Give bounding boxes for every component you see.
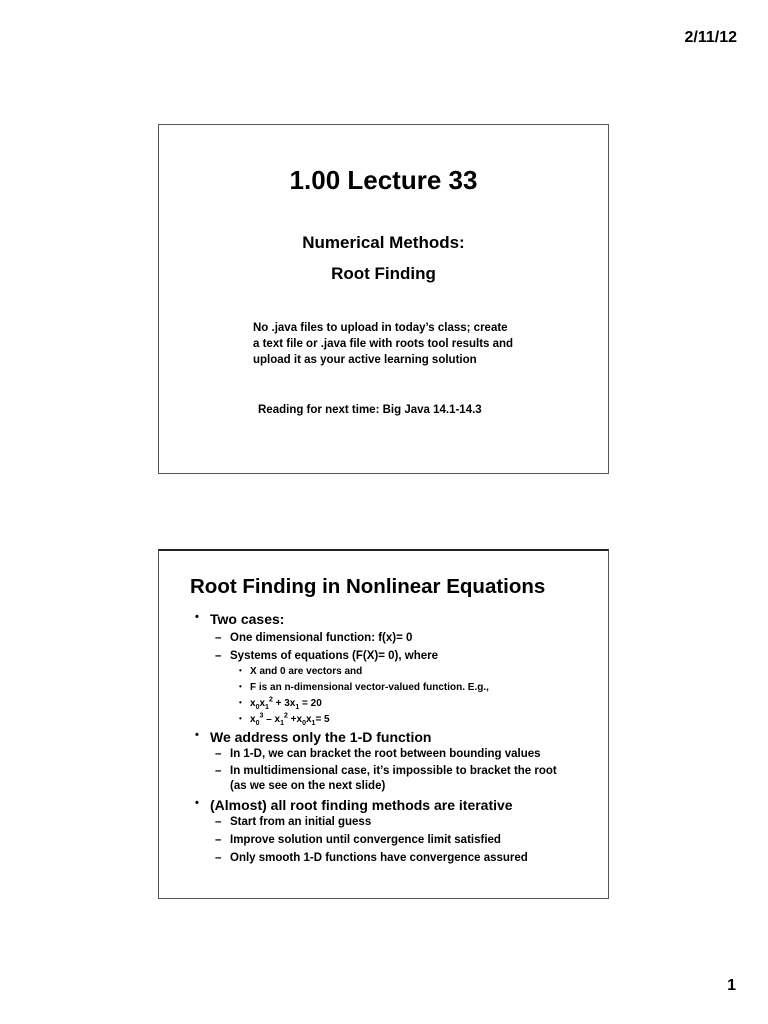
bullet-text: (Almost) all root finding methods are iterative [210, 797, 513, 813]
upload-note-line3: upload it as your active learning solution [253, 354, 477, 366]
upload-note [253, 320, 553, 368]
sub-bullet-text: (as we see on the next slide) [230, 780, 386, 792]
sub-bullet-text: Systems of equations (F(X)= 0), where [230, 650, 439, 662]
sub-bullet-text: In multidimensional case, it’s impossible to bracket the root [230, 765, 557, 777]
sub-bullet-text: In 1-D, we can bracket the root between bounding values [230, 748, 541, 760]
bullet-marker: • [239, 682, 242, 691]
dash-marker: – [215, 816, 222, 828]
bullet-marker: • [239, 666, 242, 675]
upload-note-line1: No .java files to upload in today’s class; create [253, 322, 508, 334]
sub-bullet-text: Only smooth 1-D functions have convergence assured [230, 852, 528, 864]
slide-subtitle-line2: Root Finding [331, 264, 436, 283]
sub-bullet-text: One dimensional function: f(x)= 0 [230, 632, 413, 644]
dash-marker: – [215, 765, 222, 777]
dash-marker: – [215, 748, 222, 760]
page-number: 1 [727, 977, 736, 994]
dash-marker: – [215, 632, 222, 644]
bullet-marker: • [239, 698, 242, 707]
slide-title: Root Finding in Nonlinear Equations [190, 575, 546, 598]
sub-sub-bullet-text: F is an n-dimensional vector-valued function. E.g., [250, 682, 489, 693]
slide-root-finding [158, 549, 609, 899]
sub-bullet-text: Improve solution until convergence limit satisfied [230, 834, 501, 846]
dash-marker: – [215, 852, 222, 864]
equation-1: $x_0x_1^2 + 3x_1 = 20$ [250, 696, 322, 711]
dash-marker: – [215, 650, 222, 662]
bullet-marker: • [195, 729, 199, 741]
slide-title-lecture [158, 124, 609, 474]
bullet-marker: • [195, 611, 199, 623]
slide-subtitle-line1: Numerical Methods: [302, 233, 465, 252]
sub-bullet-text: Start from an initial guess [230, 816, 372, 828]
dash-marker: – [215, 834, 222, 846]
sub-sub-bullet-text: X and 0 are vectors and [250, 666, 363, 677]
page-date: 2/11/12 [684, 29, 737, 46]
reading-assignment: Reading for next time: Big Java 14.1-14.3 [258, 404, 482, 416]
slide-title: 1.00 Lecture 33 [289, 165, 478, 195]
bullet-text: Two cases: [210, 611, 285, 627]
bullet-marker: • [239, 714, 242, 723]
bullet-text: We address only the 1-D function [210, 729, 432, 745]
upload-note-line2: a text file or .java file with roots tool results and [253, 338, 514, 350]
bullet-marker: • [195, 797, 199, 809]
equation-2: $x_0^3 - x_1^2 +x_0x_1= 5$ [250, 712, 330, 727]
